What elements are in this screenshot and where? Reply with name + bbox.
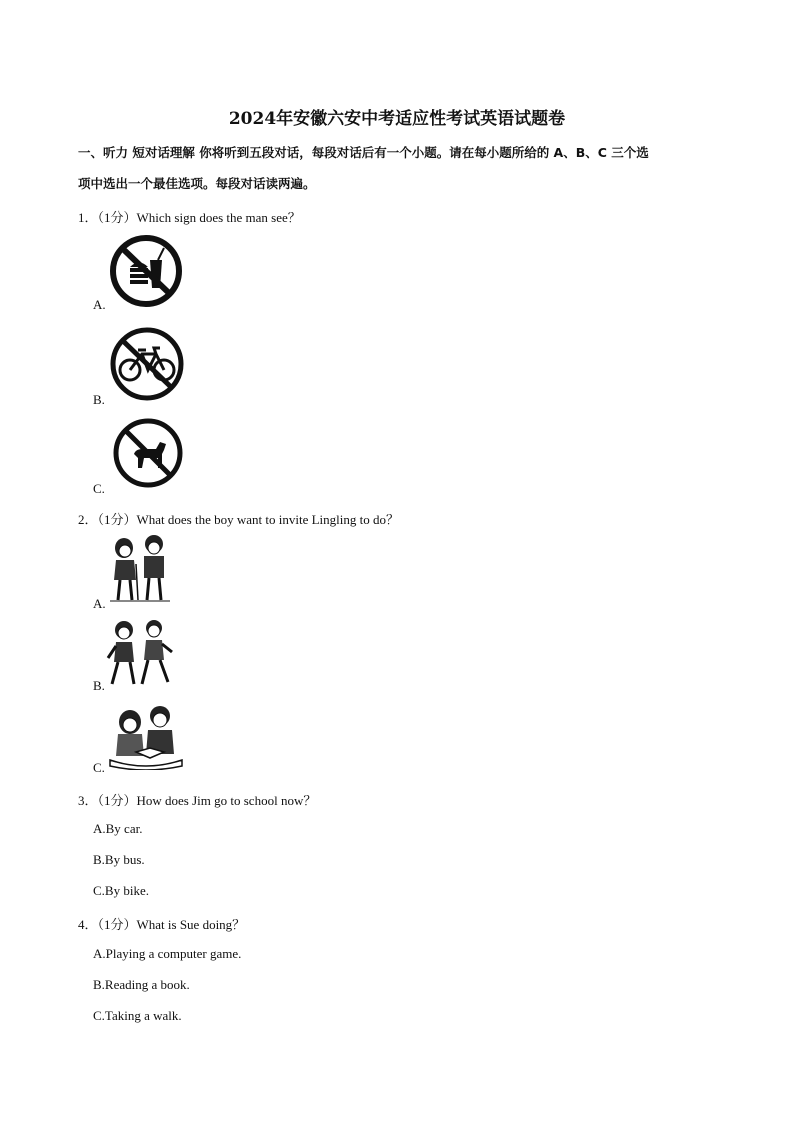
- no-dog-sign-icon: [112, 418, 184, 488]
- question-1-option-c: C.: [93, 481, 105, 496]
- question-4-option-c: C.Taking a walk.: [93, 1008, 182, 1023]
- question-4-stem: 4．（1分）What is Sue doing？: [78, 917, 246, 932]
- page-title: 2024年安徽六安中考适应性考试英语试题卷: [228, 109, 566, 129]
- question-1-option-a: A.: [93, 297, 106, 312]
- section-instruction-line-1: 一、听力 短对话理解 你将听到五段对话，每段对话后有一个小题。请在每小题所给的 A、B、C 三个选: [78, 145, 649, 160]
- question-4-option-a: A.Playing a computer game.: [93, 946, 242, 961]
- kids-reading-icon: [106, 702, 186, 770]
- question-3-option-a: A.By car.: [93, 821, 143, 836]
- question-3-option-c: C.By bike.: [93, 883, 149, 898]
- question-1-stem: 1．（1分）Which sign does the man see？: [78, 210, 301, 225]
- kids-hiking-icon: [106, 534, 174, 604]
- kids-dancing-icon: [106, 618, 174, 688]
- question-2-option-c: C.: [93, 760, 105, 775]
- no-food-drink-sign-icon: [108, 234, 184, 308]
- no-bicycle-sign-icon: [108, 326, 186, 402]
- question-2-option-a: A.: [93, 596, 106, 611]
- question-4-option-b: B.Reading a book.: [93, 977, 190, 992]
- question-3-stem: 3．（1分）How does Jim go to school now？: [78, 793, 317, 808]
- question-2-stem: 2．（1分）What does the boy want to invite Lingling to do？: [78, 512, 399, 527]
- section-instruction-line-2: 项中选出一个最佳选项。每段对话读两遍。: [78, 176, 316, 191]
- question-2-option-b: B.: [93, 678, 105, 693]
- question-3-option-b: B.By bus.: [93, 852, 145, 867]
- question-1-option-b: B.: [93, 392, 105, 407]
